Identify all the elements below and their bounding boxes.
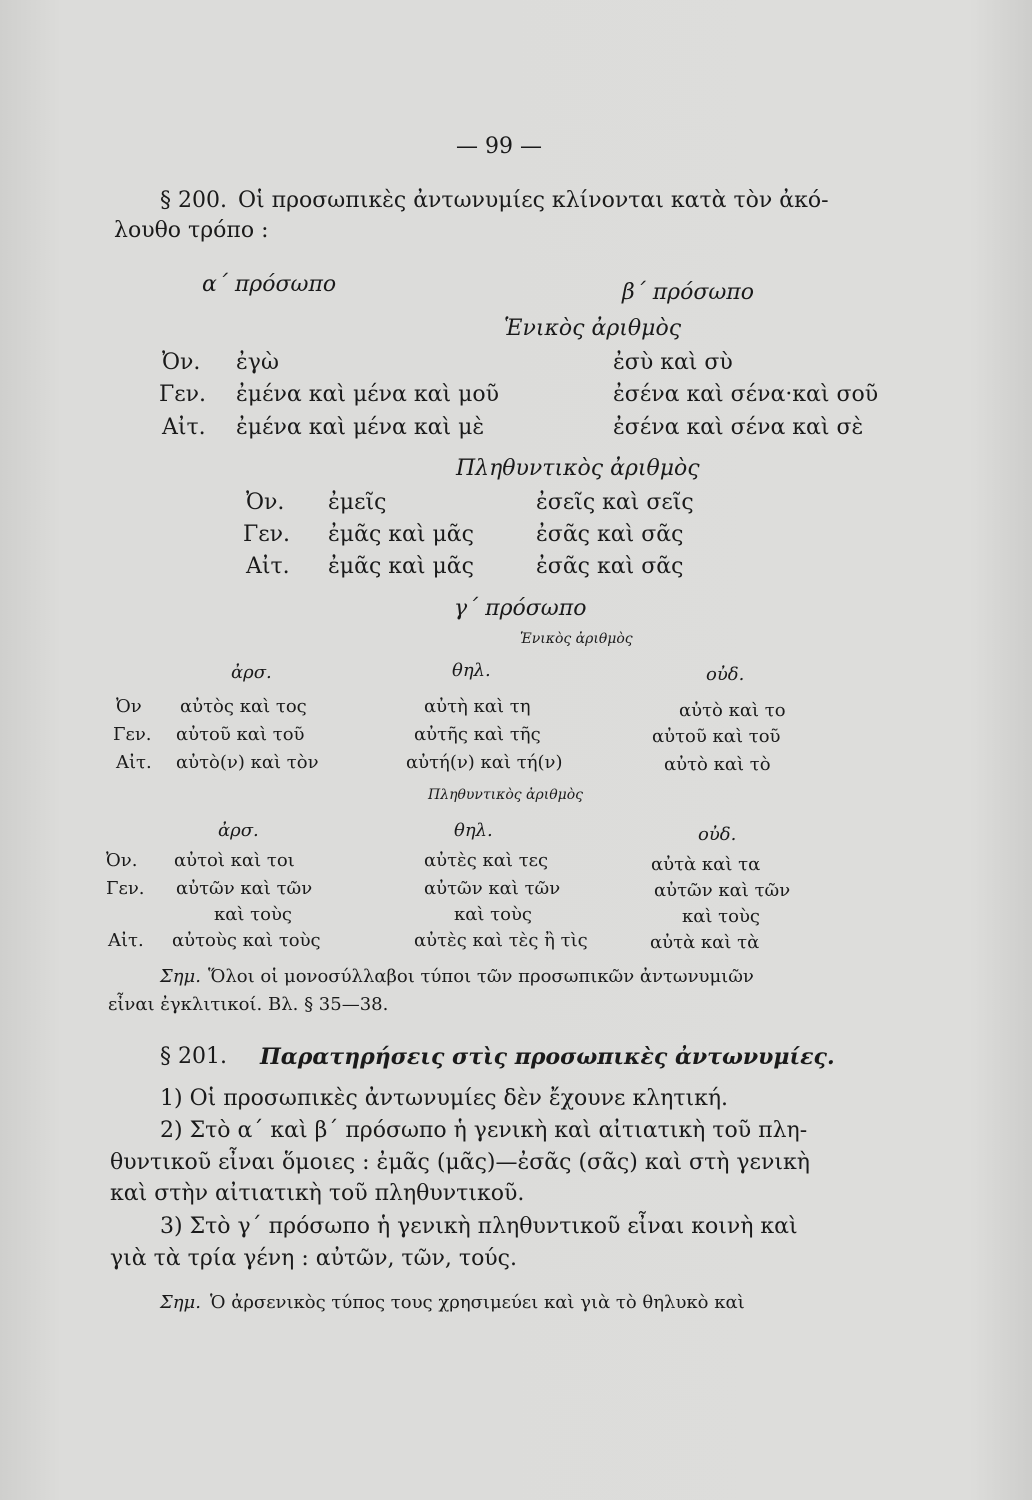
case-label: Αἰτ.: [162, 415, 206, 440]
gender-feminine: θηλ.: [452, 660, 491, 681]
neuter-form: αὐτὸ καὶ το: [679, 700, 786, 721]
case-label: Αἰτ.: [116, 752, 152, 773]
second-person-form: ἐσένα καὶ σένα·καὶ σοῦ: [613, 382, 879, 407]
second-person-heading: β΄ πρόσωπο: [622, 280, 755, 305]
masculine-form: καὶ τοὺς: [214, 904, 293, 925]
first-person-form: ἐμᾶς καὶ μᾶς: [328, 554, 474, 579]
first-person-form: ἐμεῖς: [328, 490, 387, 515]
neuter-form: καὶ τοὺς: [682, 906, 761, 927]
case-label: Ὀν.: [162, 350, 201, 375]
masculine-form: αὐτοῦ καὶ τοῦ: [176, 724, 305, 745]
note-text-line1: Ὅλοι οἱ μονοσύλλαβοι τύποι τῶν προσωπικῶν ἀντωνυμιῶν: [208, 966, 754, 987]
second-person-form: ἐσὺ καὶ σὺ: [613, 350, 733, 375]
case-label: Ὀν: [116, 696, 142, 717]
second-person-form: ἐσᾶς καὶ σᾶς: [536, 522, 684, 547]
feminine-form: αὐτὲς καὶ τὲς ἢ τὶς: [414, 930, 588, 951]
masculine-form: αὐτὸ(ν) καὶ τὸν: [176, 752, 319, 773]
note-label: Σημ.: [160, 1292, 201, 1313]
case-label: Γεν.: [106, 878, 145, 899]
gender-masculine: ἀρσ.: [218, 820, 259, 841]
note-text: Ὁ ἀρσενικὸς τύπος τους χρησιμεύει καὶ γιὰ τὸ θηλυκὸ καὶ: [210, 1292, 745, 1313]
section-200-text-line1: Οἱ προσωπικὲς ἀντωνυμίες κλίνονται κατὰ τὸν ἀκό-: [238, 188, 829, 213]
feminine-form: αὐτὲς καὶ τες: [424, 850, 549, 871]
neuter-form: αὐτῶν καὶ τῶν: [654, 880, 791, 901]
gender-feminine: θηλ.: [454, 820, 493, 841]
remark-2-line2: θυντικοῦ εἶναι ὅμοιες : ἐμᾶς (μᾶς)—ἐσᾶς (σᾶς) καὶ στὴ γενικὴ: [110, 1150, 810, 1175]
masculine-form: αὐτῶν καὶ τῶν: [176, 878, 313, 899]
remark-3-line2: γιὰ τὰ τρία γένη : αὐτῶν, τῶν, τούς.: [110, 1246, 517, 1271]
feminine-form: αὐτὴ καὶ τη: [424, 696, 531, 717]
section-201-number: § 201.: [160, 1044, 227, 1069]
section-201-title: Παρατηρήσεις στὶς προσωπικὲς ἀντωνυμίες.: [260, 1044, 835, 1070]
case-label: Αἰτ.: [108, 930, 144, 951]
third-person-heading: γ΄ πρόσωπο: [454, 596, 587, 621]
neuter-form: αὐτὰ καὶ τα: [651, 854, 761, 875]
masculine-form: αὐτοὶ καὶ τοι: [174, 850, 295, 871]
masculine-form: αὐτοὺς καὶ τοὺς: [172, 930, 321, 951]
case-label: Αἰτ.: [246, 554, 290, 579]
remark-2-line1: 2) Στὸ α΄ καὶ β΄ πρόσωπο ἡ γενικὴ καὶ αἰτιατικὴ τοῦ πλη-: [160, 1118, 808, 1143]
case-label: Ὀν.: [246, 490, 285, 515]
plural-heading: Πληθυντικὸς ἀριθμὸς: [456, 456, 700, 481]
first-person-form: ἐμένα καὶ μένα καὶ μοῦ: [236, 382, 500, 407]
neuter-form: αὐτὸ καὶ τὸ: [664, 754, 771, 775]
second-person-form: ἐσεῖς καὶ σεῖς: [536, 490, 694, 515]
gender-masculine: ἀρσ.: [231, 662, 272, 683]
case-label: Γεν.: [113, 724, 152, 745]
first-person-form: ἐμένα καὶ μένα καὶ μὲ: [236, 415, 485, 440]
neuter-form: αὐτὰ καὶ τὰ: [650, 932, 760, 953]
second-person-form: ἐσένα καὶ σένα καὶ σὲ: [613, 415, 864, 440]
remark-2-line3: καὶ στὴν αἰτιατικὴ τοῦ πληθυντικοῦ.: [110, 1181, 525, 1206]
singular-heading: Ἑνικὸς ἀριθμὸς: [504, 316, 682, 341]
feminine-form: καὶ τοὺς: [454, 904, 533, 925]
feminine-form: αὐτῆς καὶ τῆς: [414, 724, 541, 745]
feminine-form: αὐτή(ν) καὶ τή(ν): [406, 752, 563, 773]
note-label: Σημ.: [160, 966, 201, 987]
feminine-form: αὐτῶν καὶ τῶν: [424, 878, 561, 899]
remark-1: 1) Οἱ προσωπικὲς ἀντωνυμίες δὲν ἔχουνε κλητική.: [160, 1086, 729, 1111]
case-label: Γεν.: [159, 382, 207, 407]
neuter-form: αὐτοῦ καὶ τοῦ: [652, 726, 781, 747]
page-number: — 99 —: [456, 134, 542, 159]
note-text-line2: εἶναι ἐγκλιτικοί. Βλ. § 35—38.: [108, 994, 389, 1015]
masculine-form: αὐτὸς καὶ τος: [180, 696, 307, 717]
section-200-number: § 200.: [160, 188, 227, 213]
case-label: Γεν.: [243, 522, 291, 547]
case-label: Ὀν.: [106, 850, 138, 871]
remark-3-line1: 3) Στὸ γ΄ πρόσωπο ἡ γενικὴ πληθυντικοῦ εἶναι κοινὴ καὶ: [160, 1214, 798, 1239]
second-person-form: ἐσᾶς καὶ σᾶς: [536, 554, 684, 579]
gender-neuter: οὐδ.: [698, 824, 737, 845]
section-200-text-line2: λουθο τρόπο :: [114, 218, 269, 243]
singular-heading: Ἑνικὸς ἀριθμὸς: [520, 631, 633, 647]
gender-neuter: οὐδ.: [706, 664, 745, 685]
first-person-form: ἐγὼ: [236, 350, 279, 375]
plural-heading: Πληθυντικὸς ἀριθμὸς: [428, 787, 584, 803]
first-person-form: ἐμᾶς καὶ μᾶς: [328, 522, 474, 547]
first-person-heading: α΄ πρόσωπο: [202, 272, 337, 297]
